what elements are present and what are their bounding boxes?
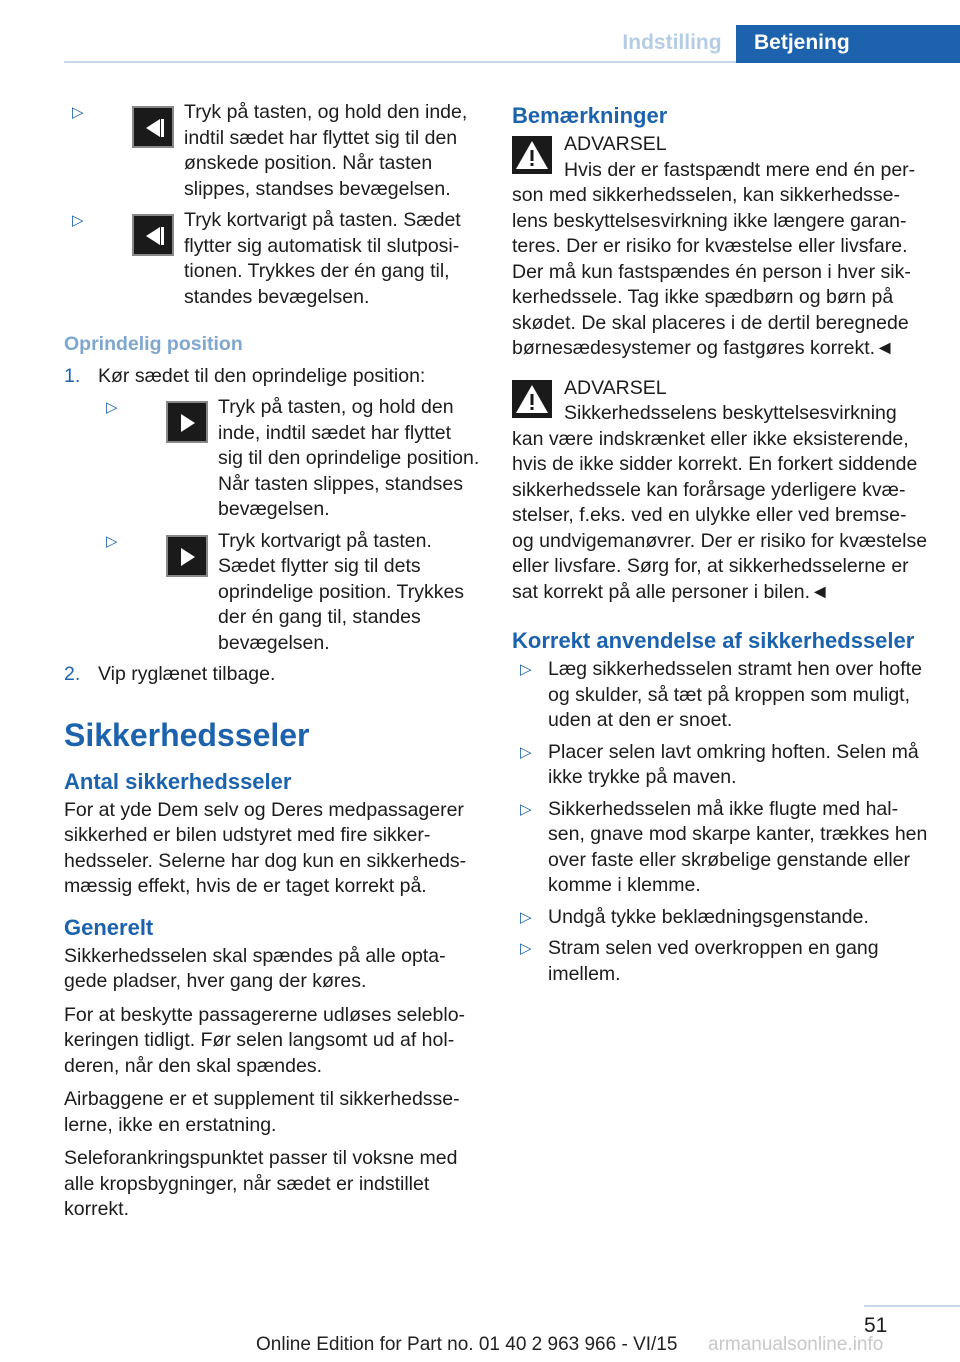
- list-item-text: Læg sikkerhedsselen stramt hen over hofte og skulder, så tæt på kroppen som muligt, uden at den er snoet.: [548, 658, 922, 731]
- arrow-left-icon: [132, 106, 174, 148]
- step-number: 2.: [64, 663, 81, 685]
- list-item: [64, 208, 480, 310]
- chapter-title: Sikkerhedsseler: [64, 716, 310, 753]
- edition-footer: Online Edition for Part no. 01 40 2 963 966 - VI/15: [256, 1334, 678, 1355]
- section-heading-bemaerkninger: Bemærkninger: [512, 103, 668, 128]
- list-item: [512, 905, 928, 931]
- list-item: [98, 529, 480, 657]
- list-item-text: Tryk på tasten, og hold den inde, indtil sædet har flyttet sig til den ønskede position. Når tasten slippes, standses bevægelsen.: [184, 101, 468, 200]
- arrow-right-icon: [166, 535, 208, 577]
- section-heading-generelt: Generelt: [64, 914, 154, 940]
- paragraph: Airbaggene er et supplement til sikkerhedsselerne, ikke en erstatning.: [64, 1088, 460, 1136]
- step-text: Vip ryglænet tilbage.: [98, 663, 276, 685]
- arrow-right-icon: [166, 401, 208, 443]
- section-heading-korrekt-anvendelse: Korrekt anvendelse af sikkerhedsseler: [512, 628, 915, 653]
- warning-text: Sikkerhedsselens beskyttelsesvirkning kan være indskrænket eller ikke eksisterende, hvis de ikke sidder korrekt. En forkert siddende sikkerhedssele kan forårsage yderligere kvæstelser, f.eks. ved en ulykke eller ved bremse- og undvigemanøvrer. Der er risiko for kvæstelse eller livsfare. Sørg for, at sikkerhedsselerne er sat korrekt på alle personer i bilen.◄: [512, 402, 928, 603]
- step-text: Kør sædet til den oprindelige position:: [98, 364, 426, 387]
- tab-indstilling[interactable]: Indstilling: [622, 31, 722, 54]
- tab-betjening[interactable]: Betjening: [736, 25, 960, 63]
- paragraph: Seleforankringspunktet passer til voksne med alle kropsbygninger, når sædet er indstillet korrekt.: [64, 1147, 458, 1220]
- list-item: [98, 395, 480, 523]
- right-column: [512, 100, 928, 993]
- list-item-text: Stram selen ved overkroppen en gang imellem.: [548, 937, 879, 985]
- list-item-text: Undgå tykke beklædningsgenstande.: [548, 905, 869, 928]
- bullet-triangle-icon: ▷: [72, 104, 84, 121]
- warning-title: ADVARSEL: [564, 133, 667, 155]
- warning-title: ADVARSEL: [564, 376, 667, 399]
- warning-triangle-icon: [512, 136, 552, 174]
- list-item: [512, 936, 928, 987]
- list-item-text: Tryk kortvarigt på tasten. Sædet flytter sig til dets oprindelige position. Trykkes der én gang til, standes bevægelsen.: [218, 529, 465, 654]
- list-item: [512, 740, 928, 791]
- bullet-triangle-icon: ▷: [520, 661, 532, 678]
- arrow-left-icon: [132, 214, 174, 256]
- numbered-step: [64, 662, 480, 688]
- bullet-triangle-icon: ▷: [520, 940, 532, 957]
- warning-triangle-icon: [512, 380, 552, 418]
- paragraph: Sikkerhedsselen skal spændes på alle optagede pladser, hver gang der køres.: [64, 944, 446, 992]
- section-heading-oprindelig-position: Oprindelig position: [64, 333, 243, 355]
- bullet-triangle-icon: ▷: [520, 800, 532, 818]
- list-item: [512, 657, 928, 734]
- bullet-triangle-icon: ▷: [72, 212, 84, 229]
- step-number: 1.: [64, 364, 81, 387]
- list-item-text: Sikkerhedsselen må ikke flugte med halsen, gnave mod skarpe kanter, trækkes hen over faste eller skrøbelige genstande eller komme i klemme.: [548, 797, 928, 896]
- paragraph: For at beskytte passagererne udløses seleblokeringen tidligt. Før selen langsomt ud af holderen, når den skal spændes.: [64, 1003, 466, 1077]
- list-item-text: Placer selen lavt omkring hoften. Selen må ikke trykke på maven.: [548, 740, 919, 788]
- warning-block: [512, 376, 928, 606]
- numbered-step: [64, 364, 480, 390]
- bullet-triangle-icon: ▷: [520, 743, 532, 761]
- paragraph: For at yde Dem selv og Deres medpassagerer sikkerhed er bilen udstyret med fire sikkerhedsseler. Selerne har dog kun en sikkerhedsmæssig effekt, hvis de er taget korrekt på.: [64, 798, 467, 897]
- section-heading-antal: Antal sikkerhedsseler: [64, 768, 292, 794]
- list-item-text: Tryk kortvarigt på tasten. Sædet flytter sig automatisk til slutpositionen. Trykkes der én gang til, standes bevægelsen.: [184, 209, 461, 308]
- bullet-triangle-icon: ▷: [520, 908, 532, 926]
- list-item-text: Tryk på tasten, og hold den inde, indtil sædet har flyttet sig til den oprindelige position. Når tasten slippes, standses bevægelsen.: [218, 396, 480, 520]
- page-number: 51: [864, 1314, 888, 1337]
- list-item: [512, 797, 928, 899]
- footer-rule: [864, 1305, 960, 1307]
- list-item: [64, 100, 480, 202]
- left-column: [64, 100, 480, 1231]
- bullet-triangle-icon: ▷: [106, 399, 118, 416]
- warning-block: [512, 132, 928, 362]
- watermark: armanualsonline.info: [708, 1334, 884, 1355]
- sub-list: [98, 395, 480, 656]
- bullet-triangle-icon: ▷: [106, 532, 118, 550]
- warning-text: Hvis der er fastspændt mere end én person med sikkerhedsselen, kan sikkerhedsselens beskyttelsesvirkning ikke længere garanteres. Der er risiko for kvæstelse eller livsfare. Der må kun fastspændes én person i hver sikkerhedssele. Tag ikke spædbørn og børn på skødet. De skal placeres i de dertil beregnede børnesædesystemer og fastgøres korrekt.◄: [512, 158, 916, 359]
